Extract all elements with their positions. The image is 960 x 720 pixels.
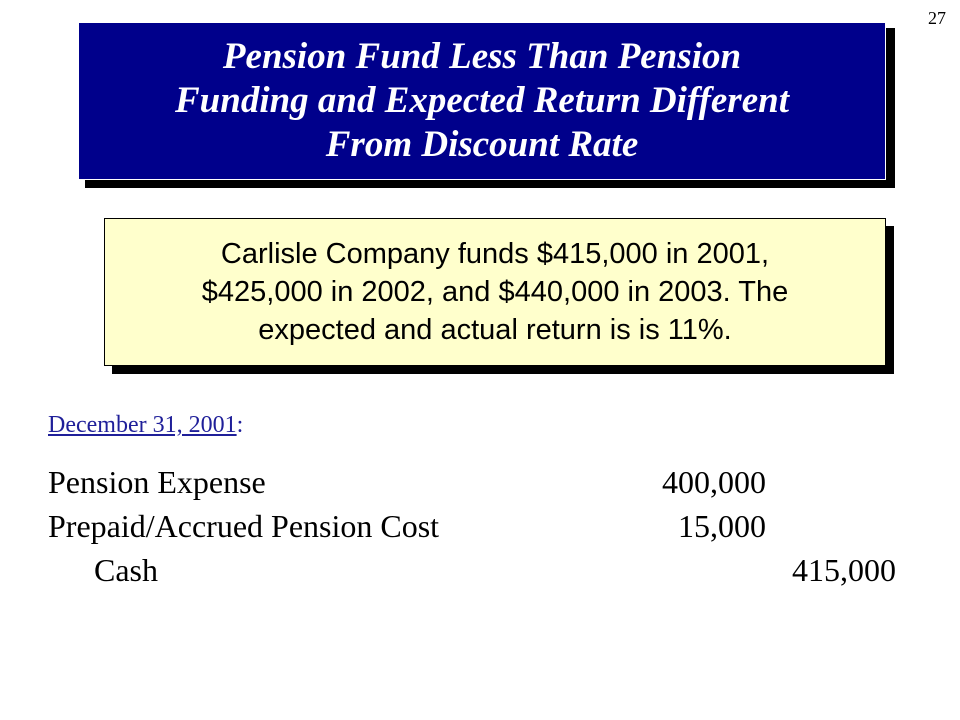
info-line: expected and actual return is is 11%. (258, 314, 732, 346)
journal-row (48, 506, 908, 550)
title-box (78, 22, 886, 180)
info-line: Carlisle Company funds $415,000 in 2001, (220, 238, 770, 270)
account-name: Pension Expense (48, 464, 266, 500)
info-line: $425,000 in 2002, and $440,000 in 2003. The (201, 276, 789, 308)
account-name: Prepaid/Accrued Pension Cost (48, 508, 440, 544)
debit-amount: 15,000 (678, 508, 766, 544)
date-suffix: : (236, 412, 244, 438)
date-heading (48, 412, 243, 439)
date-link[interactable]: December 31, 2001 (48, 412, 237, 438)
page-number: 27 (928, 8, 946, 28)
debit-amount: 400,000 (662, 464, 766, 500)
title-line: From Discount Rate (325, 124, 639, 165)
info-box (104, 218, 886, 366)
credit-amount: 415,000 (792, 552, 896, 588)
account-name: Cash (94, 552, 158, 588)
journal-entry (48, 462, 908, 594)
journal-row (48, 462, 908, 506)
title-line: Funding and Expected Return Different (174, 80, 789, 121)
journal-row (48, 550, 908, 594)
title-line: Pension Fund Less Than Pension (222, 36, 742, 77)
